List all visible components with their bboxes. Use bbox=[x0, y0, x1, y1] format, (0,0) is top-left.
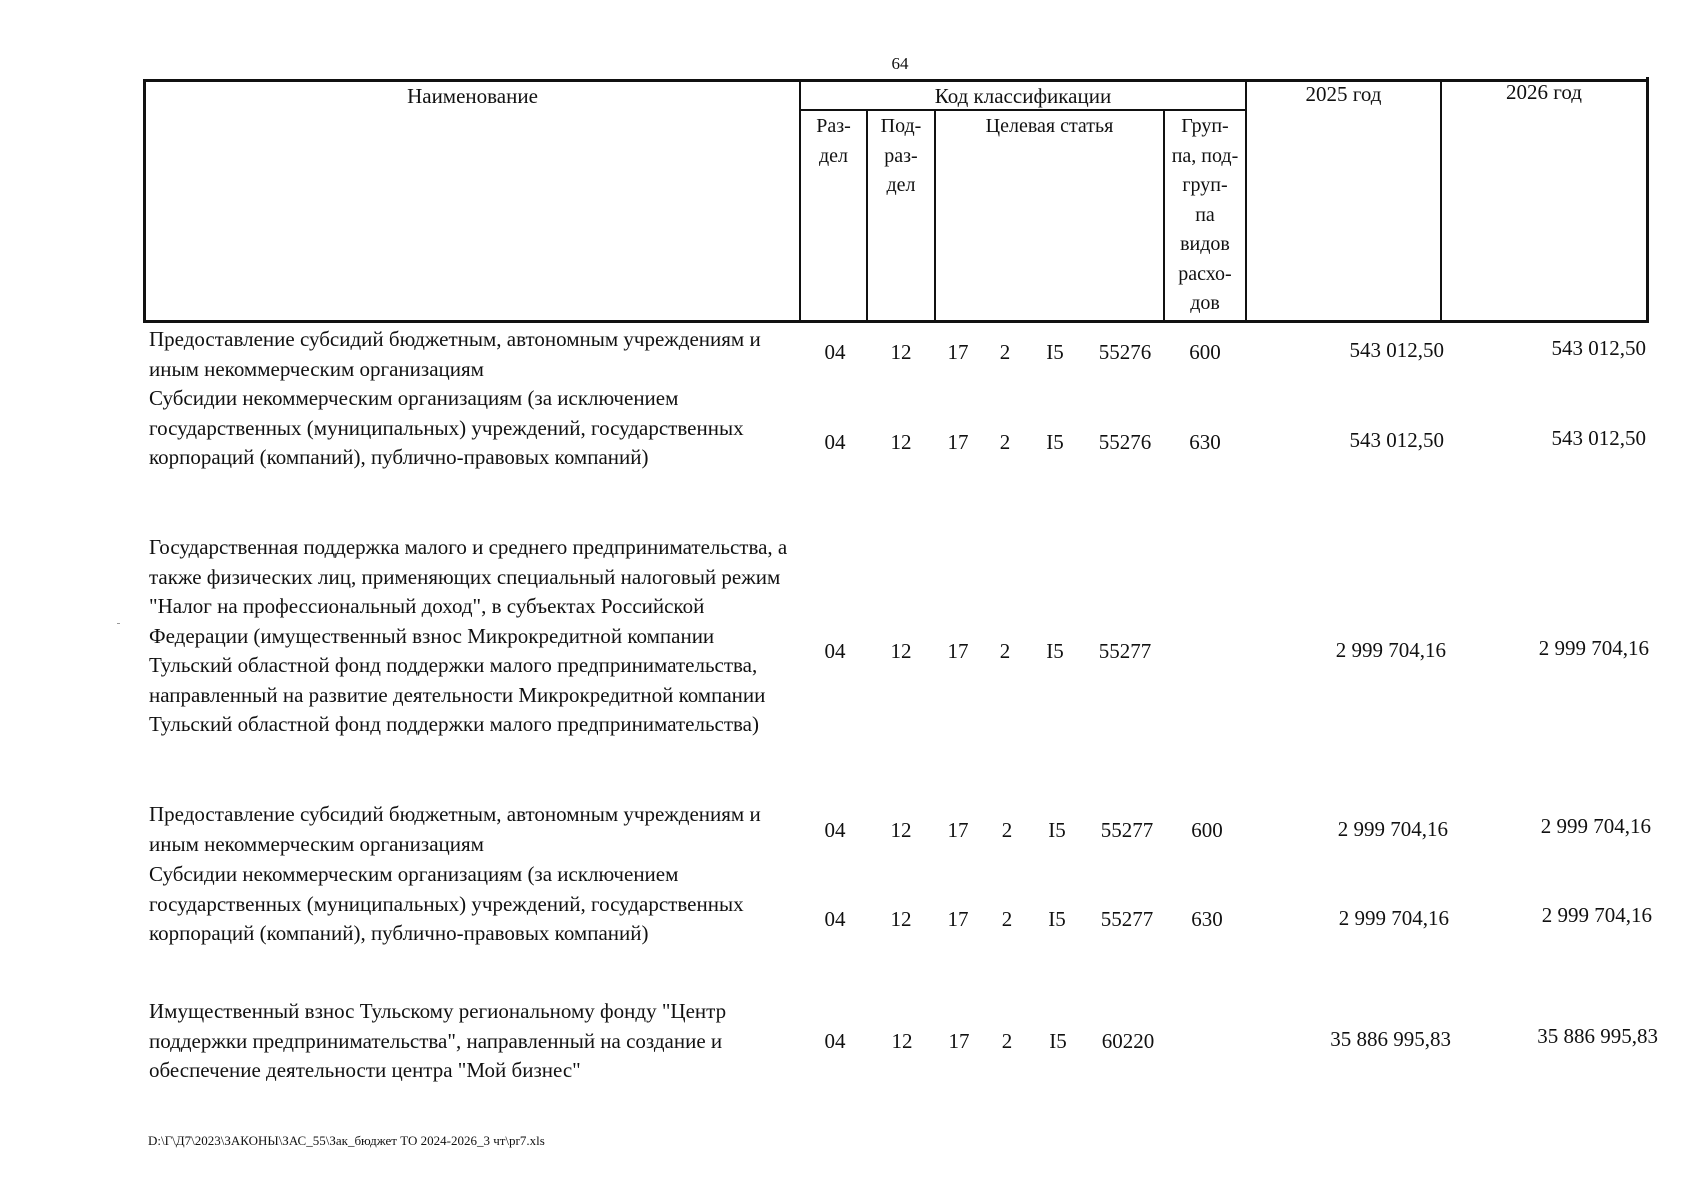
table-row bbox=[0, 323, 1697, 381]
cell-2026: 543 012,50 bbox=[1551, 426, 1646, 450]
cell-target-1: 17 bbox=[947, 907, 969, 931]
cell-podrazdel: 12 bbox=[890, 430, 912, 454]
cell-target-4: 55277 bbox=[1100, 907, 1154, 931]
cell-target-2: 2 bbox=[999, 639, 1011, 663]
cell-target-3: I5 bbox=[1046, 340, 1064, 364]
cell-target-2: 2 bbox=[999, 340, 1011, 364]
cell-razdel: 04 bbox=[824, 430, 846, 454]
table-row bbox=[0, 383, 1697, 503]
cell-razdel: 04 bbox=[824, 639, 846, 663]
cell-razdel: 04 bbox=[824, 818, 846, 842]
row-name: Предоставление субсидий бюджетным, автономным учреждениям и иным некоммерческим организациям bbox=[149, 327, 761, 381]
cell-target-1: 17 bbox=[948, 1029, 970, 1053]
header-podrazdel: Под- раз- дел bbox=[880, 115, 922, 196]
cell-podrazdel: 12 bbox=[891, 1029, 913, 1053]
file-path-footer: D:\Г\Д7\2023\ЗАКОНЫ\ЗАС_55\Зак_бюджет ТО 2024-2026_3 чт\pr7.xls bbox=[148, 1133, 545, 1148]
header-group: Груп- па, под- груп- па видов расхо- дов bbox=[1171, 115, 1239, 314]
cell-2026: 2 999 704,16 bbox=[1541, 903, 1652, 927]
header-name: Наименование bbox=[407, 84, 538, 108]
row-name: Субсидии некоммерческим организациям (за исключением государственных (муниципальных) учреждений, государственных корпораций (компаний), публично-правовых компаний) bbox=[149, 862, 744, 945]
header-target: Целевая статья bbox=[985, 115, 1114, 137]
cell-2026: 2 999 704,16 bbox=[1538, 636, 1649, 660]
cell-expense-type: 600 bbox=[1189, 340, 1221, 364]
cell-target-1: 17 bbox=[947, 818, 969, 842]
header-razdel: Раз- дел bbox=[816, 115, 851, 167]
cell-2025: 543 012,50 bbox=[1349, 428, 1444, 452]
table-row bbox=[0, 859, 1697, 979]
cell-target-4: 55276 bbox=[1098, 430, 1152, 454]
cell-razdel: 04 bbox=[824, 1029, 846, 1053]
col-border-left bbox=[143, 79, 146, 323]
cell-razdel: 04 bbox=[824, 907, 846, 931]
cell-podrazdel: 12 bbox=[890, 818, 912, 842]
header-2026: 2026 год bbox=[1506, 80, 1582, 104]
cell-target-2: 2 bbox=[1001, 907, 1013, 931]
row-name: Предоставление субсидий бюджетным, автономным учреждениям и иным некоммерческим организациям bbox=[149, 802, 761, 856]
col-border-podrazdel bbox=[934, 110, 936, 323]
cell-target-1: 17 bbox=[947, 340, 969, 364]
col-border-right bbox=[1646, 77, 1649, 323]
row-name: Субсидии некоммерческим организациям (за исключением государственных (муниципальных) учреждений, государственных корпораций (компаний), публично-правовых компаний) bbox=[149, 386, 744, 469]
cell-target-3: I5 bbox=[1048, 907, 1066, 931]
cell-podrazdel: 12 bbox=[890, 907, 912, 931]
row-name: Государственная поддержка малого и среднего предпринимательства, а также физических лиц, применяющих специальный налоговый режим "Налог на профессиональный доход", в субъектах Российской Федерации (имущественный взнос Микрокредитной компании Тульский областной фонд поддержки малого предпринимательства, направленный на развитие деятельности Микрокредитной компании Тульский областной фонд поддержки малого предпринимательства) bbox=[149, 535, 788, 736]
cell-expense-type: 630 bbox=[1191, 907, 1223, 931]
cell-expense-type: 600 bbox=[1191, 818, 1223, 842]
cell-target-2: 2 bbox=[1001, 818, 1013, 842]
cell-target-4: 55276 bbox=[1098, 340, 1152, 364]
cell-podrazdel: 12 bbox=[890, 639, 912, 663]
row-name: Имущественный взнос Тульскому региональному фонду "Центр поддержки предпринимательства", направленный на создание и обеспечение деятельности центра "Мой бизнес" bbox=[149, 999, 727, 1082]
cell-target-2: 2 bbox=[999, 430, 1011, 454]
cell-2026: 2 999 704,16 bbox=[1540, 814, 1651, 838]
table-row bbox=[0, 997, 1697, 1089]
cell-target-3: I5 bbox=[1048, 818, 1066, 842]
page-number: 64 bbox=[891, 54, 909, 73]
cell-razdel: 04 bbox=[824, 340, 846, 364]
header-2025: 2025 год bbox=[1305, 82, 1382, 106]
cell-2026: 35 886 995,83 bbox=[1537, 1024, 1658, 1048]
col-border-2025 bbox=[1440, 79, 1442, 323]
cell-target-4: 60220 bbox=[1101, 1029, 1155, 1053]
cell-target-4: 55277 bbox=[1098, 639, 1152, 663]
col-border-code bbox=[1245, 79, 1247, 323]
cell-target-3: I5 bbox=[1046, 430, 1064, 454]
table-row bbox=[0, 533, 1697, 773]
cell-podrazdel: 12 bbox=[890, 340, 912, 364]
header-code-group: Код классификации bbox=[934, 84, 1112, 108]
cell-2025: 2 999 704,16 bbox=[1337, 817, 1448, 841]
cell-2026: 543 012,50 bbox=[1551, 336, 1646, 360]
cell-2025: 2 999 704,16 bbox=[1335, 638, 1446, 662]
cell-target-3: I5 bbox=[1049, 1029, 1067, 1053]
cell-target-4: 55277 bbox=[1100, 818, 1154, 842]
cell-2025: 35 886 995,83 bbox=[1330, 1027, 1451, 1051]
table-row bbox=[0, 800, 1697, 862]
cell-target-2: 2 bbox=[1001, 1029, 1013, 1053]
cell-target-3: I5 bbox=[1046, 639, 1064, 663]
scan-mark bbox=[117, 623, 120, 624]
cell-target-1: 17 bbox=[947, 430, 969, 454]
cell-2025: 2 999 704,16 bbox=[1338, 906, 1449, 930]
cell-target-1: 17 bbox=[947, 639, 969, 663]
cell-2025: 543 012,50 bbox=[1349, 338, 1444, 362]
cell-expense-type: 630 bbox=[1189, 430, 1221, 454]
